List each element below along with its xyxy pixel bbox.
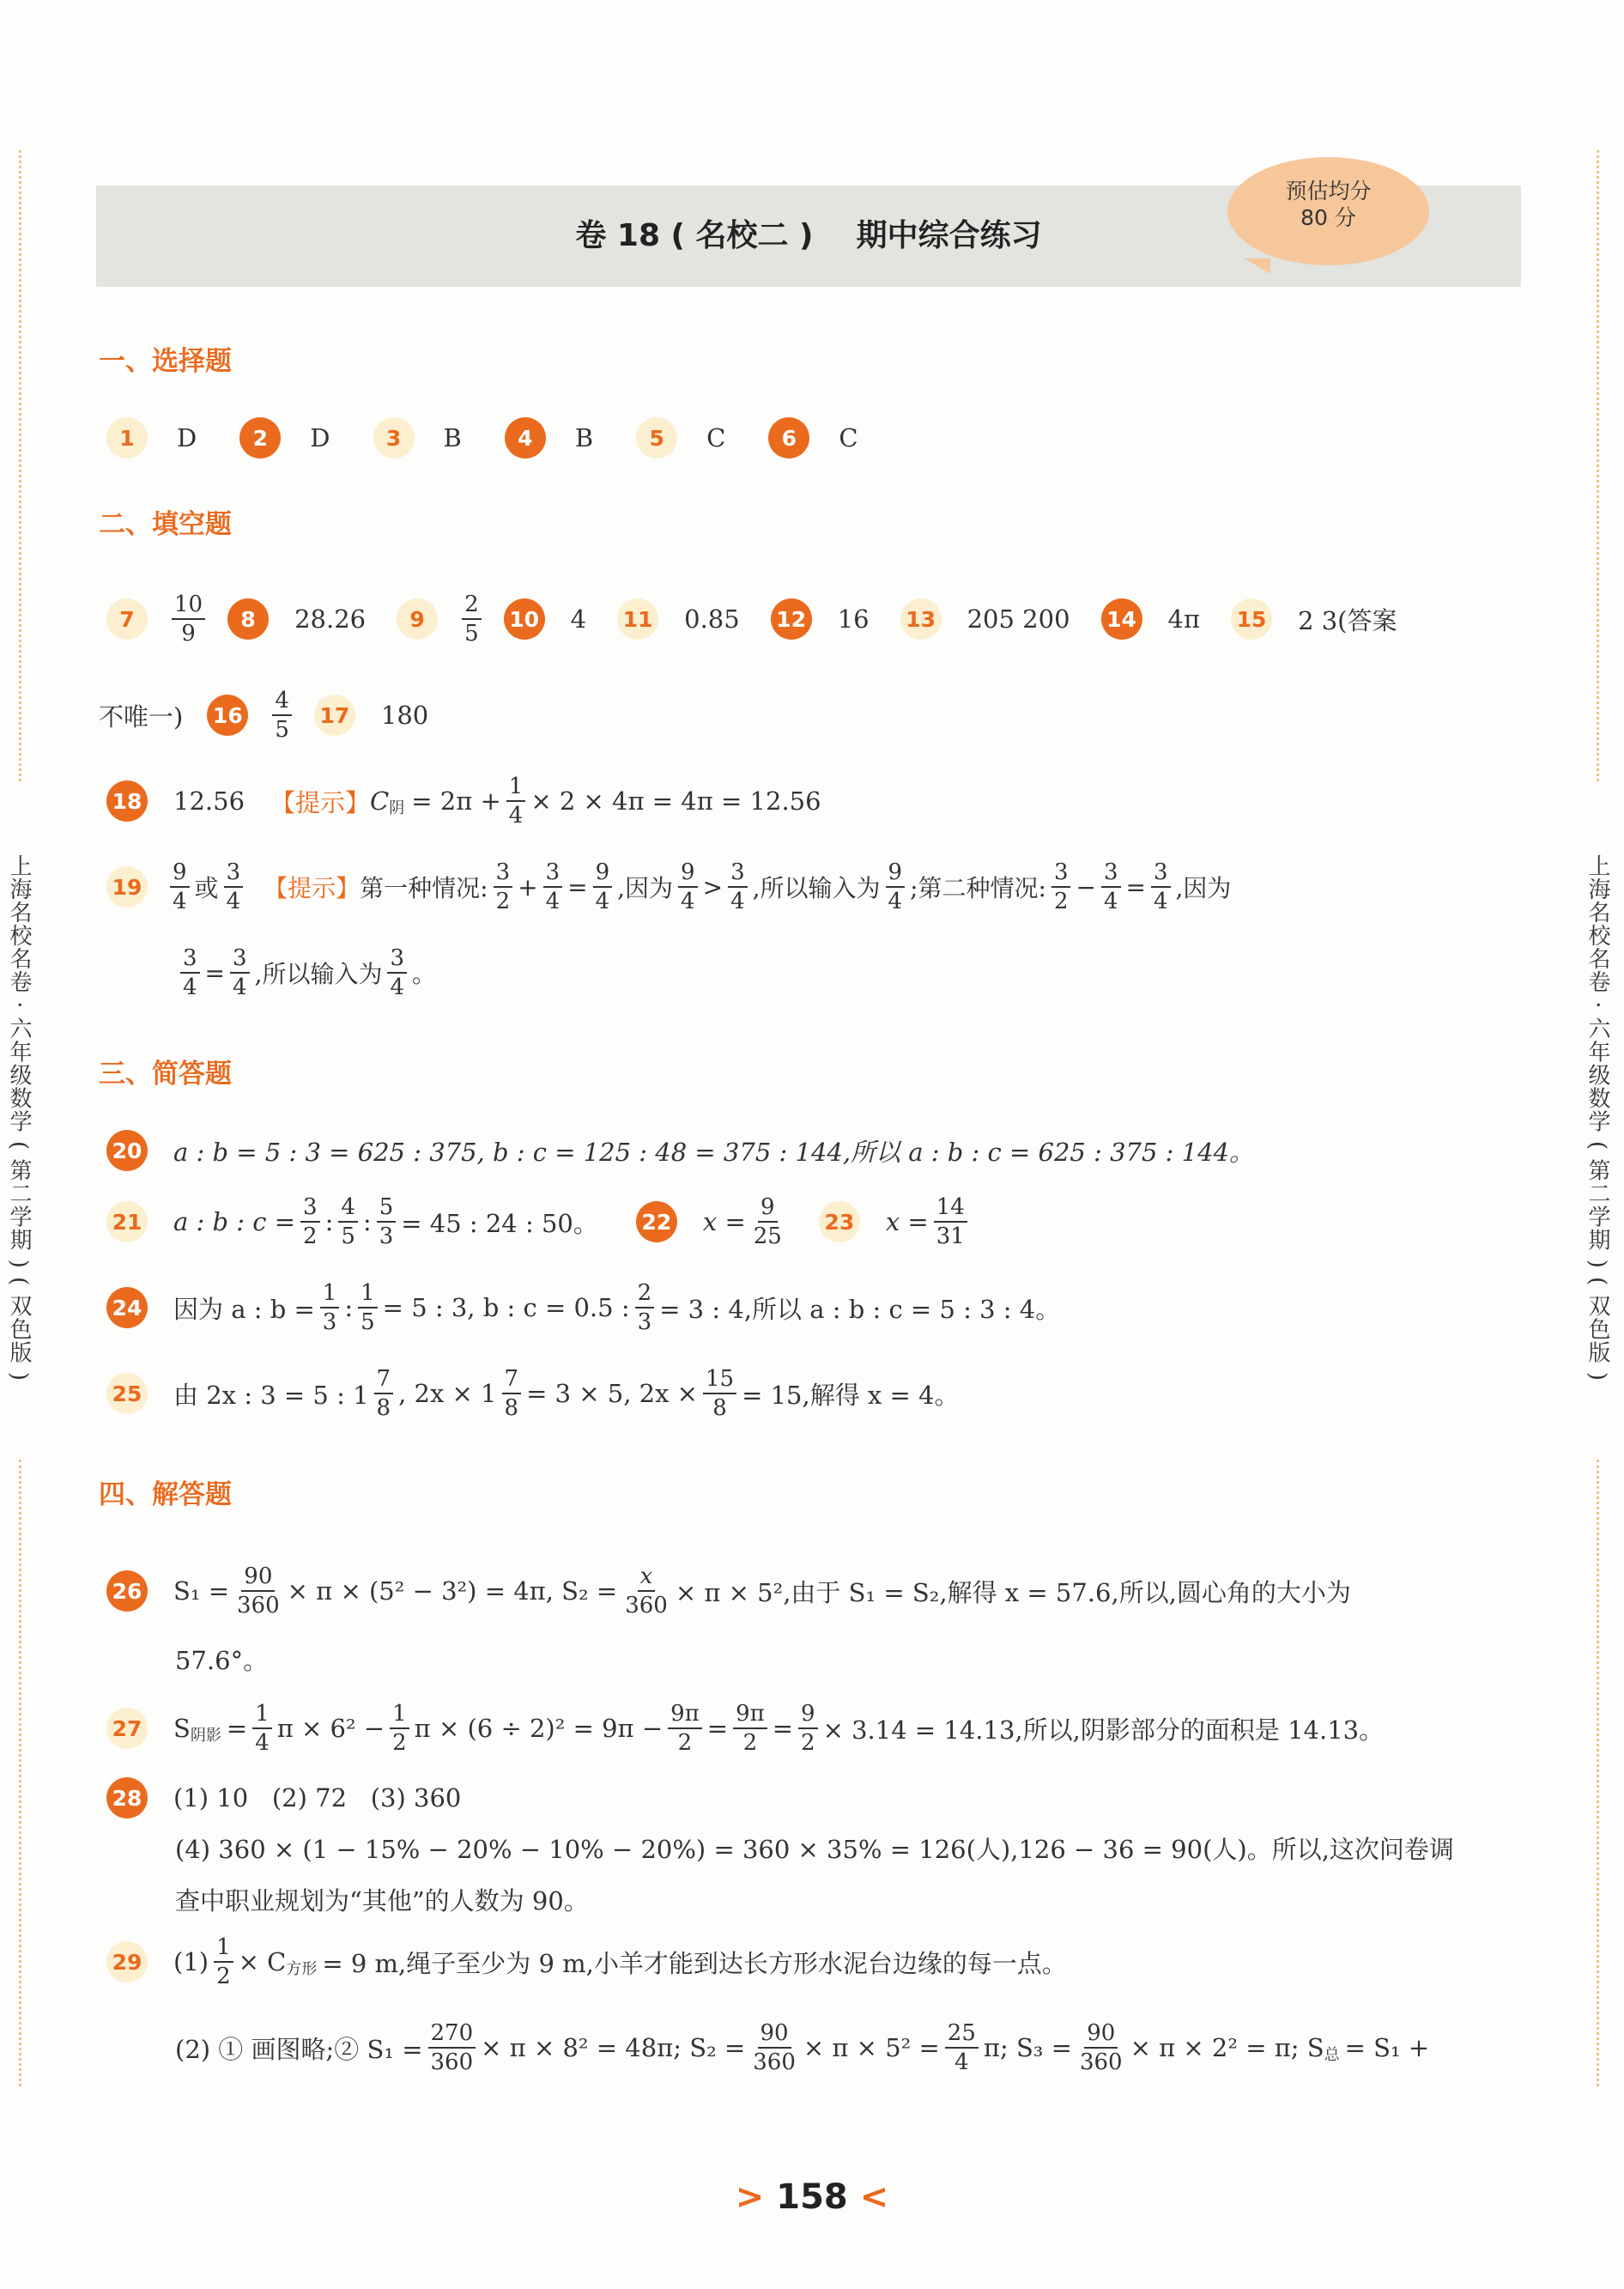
math-text: ,因为: [1175, 874, 1232, 902]
numerator: 90: [1084, 2019, 1118, 2049]
fraction: [374, 1365, 394, 1422]
math-text: = 15,解得 x = 4。: [742, 1380, 960, 1410]
left-dotted-line-lower: [19, 1460, 21, 2086]
numerator: 3: [494, 859, 513, 888]
fill-row-1: [106, 591, 1397, 647]
numerator: 3: [728, 859, 748, 888]
solve-row-28b: [175, 1831, 1454, 1866]
fraction: [224, 859, 244, 915]
fraction: [750, 2019, 798, 2076]
fraction: [733, 1700, 767, 1757]
solve-row-26: [106, 1563, 1351, 1619]
numerator: 5: [377, 1193, 397, 1223]
q-number: 27: [106, 1708, 148, 1749]
fraction: [377, 1193, 397, 1250]
fraction: [338, 1193, 358, 1250]
fraction: [172, 591, 205, 647]
denominator: 3: [322, 1309, 337, 1335]
math-text: ,所以输入为: [752, 874, 881, 902]
q-number: 2: [239, 417, 281, 458]
fraction: [668, 1700, 702, 1757]
math-text: = 3 × 5, 2x ×: [526, 1379, 698, 1408]
short-row-24: [106, 1279, 1060, 1336]
numerator: 7: [374, 1365, 394, 1394]
fraction: [428, 2019, 476, 2076]
answer: D: [310, 423, 330, 452]
numerator: 9: [886, 859, 906, 888]
math-text: (1) 10 (2) 72 (3) 360: [173, 1783, 462, 1812]
fraction: [945, 2019, 979, 2076]
q-number: 29: [106, 1941, 148, 1982]
q-number: 16: [207, 695, 248, 736]
denominator: 5: [341, 1223, 355, 1249]
math-text: (2) ① 画图略;② S₁ =: [175, 2034, 423, 2064]
answer: 12.56: [173, 786, 245, 816]
subscript: 阴影: [190, 1727, 221, 1745]
numerator: 3: [224, 859, 244, 888]
numerator: 9: [593, 859, 613, 888]
denominator: 4: [730, 889, 745, 914]
continuation: 不唯一): [99, 701, 184, 732]
fraction: [390, 1700, 409, 1757]
numerator: x: [638, 1563, 656, 1592]
math-text: =: [226, 1714, 248, 1743]
numerator: 2: [635, 1279, 655, 1308]
numerator: 3: [180, 944, 200, 974]
subscript: 方形: [286, 1960, 318, 1978]
math-text: 57.6°。: [175, 1646, 269, 1675]
denominator: 2: [303, 1223, 318, 1249]
math-text: :: [344, 1293, 354, 1322]
denominator: 8: [504, 1395, 519, 1421]
numerator: 3: [1101, 859, 1121, 888]
math-text: a : b : c =: [173, 1207, 296, 1236]
answer: 2 3(答案: [1298, 605, 1397, 635]
denominator: 8: [376, 1395, 391, 1421]
math-text: 因为 a : b =: [173, 1294, 315, 1324]
section-choice-title: 一、选择题: [99, 346, 232, 377]
q-number: 4: [505, 417, 546, 458]
numerator: 1: [252, 1700, 272, 1729]
solve-row-27: [106, 1700, 1384, 1757]
fraction: [320, 1279, 340, 1336]
choice-row: [106, 417, 858, 458]
math-text: (1): [173, 1947, 209, 1976]
page-arrow-right: <: [859, 2177, 889, 2217]
math-text: = 5 : 3, b : c = 0.5 :: [382, 1293, 630, 1322]
fill-row-2: [99, 687, 428, 744]
numerator: 7: [502, 1365, 522, 1394]
subscript: 阴: [389, 799, 405, 817]
denominator: 5: [464, 621, 479, 647]
q-number: 25: [106, 1373, 148, 1414]
math-text: × 3.14 = 14.13,所以,阴影部分的面积是 14.13。: [822, 1715, 1385, 1745]
math-text: 查中职业规划为“其他”的人数为 90。: [175, 1886, 589, 1916]
numerator: 10: [172, 591, 205, 620]
answer: 4π: [1167, 604, 1201, 634]
math-text: × π × 5² =: [803, 2033, 940, 2062]
numerator: 14: [934, 1193, 967, 1223]
denominator: 4: [255, 1730, 270, 1756]
denominator: 2: [742, 1730, 758, 1756]
numerator: 90: [758, 2019, 791, 2049]
short-row-25: [106, 1365, 959, 1422]
fraction: [798, 1700, 818, 1757]
math-text: π × 6² −: [276, 1714, 385, 1743]
math-text: >: [702, 872, 724, 902]
numerator: 4: [272, 687, 292, 716]
numerator: 3: [300, 1193, 320, 1223]
denominator: 2: [216, 1964, 231, 1989]
math-text: ;第二种情况:: [910, 874, 1046, 902]
answer: D: [177, 423, 197, 452]
math-text: =: [706, 1714, 729, 1743]
math-text: C: [370, 786, 390, 816]
fraction: [180, 944, 200, 1001]
math-text: × π × 2² = π; S: [1130, 2033, 1324, 2062]
math-text: x =: [702, 1207, 746, 1236]
q-number: 26: [106, 1570, 148, 1612]
answer: C: [839, 423, 858, 452]
denominator: 4: [390, 974, 405, 1000]
denominator: 4: [954, 2049, 969, 2075]
solve-row-28c: [175, 1882, 589, 1917]
fill-row-19b: [175, 944, 436, 1001]
fill-row-19: [106, 859, 1231, 915]
math-text: S₁ =: [173, 1576, 230, 1606]
numerator: 15: [703, 1365, 736, 1394]
answer: 205 200: [967, 604, 1070, 634]
q-number: 8: [227, 598, 269, 640]
numerator: 4: [338, 1193, 358, 1223]
math-text: =: [1125, 872, 1146, 902]
math-text: = S₁ +: [1344, 2033, 1430, 2062]
solve-row-29b: [175, 2019, 1429, 2076]
denominator: 2: [677, 1730, 693, 1756]
denominator: 9: [181, 621, 196, 647]
fraction: [593, 859, 613, 915]
section-short-title: 三、简答题: [99, 1059, 232, 1090]
math-text: = 45 : 24 : 50。: [401, 1208, 598, 1238]
math-text: :: [324, 1207, 334, 1236]
numerator: 9: [798, 1700, 818, 1729]
math-text: =: [772, 1714, 794, 1743]
denominator: 4: [183, 974, 197, 1000]
numerator: 9: [678, 859, 698, 888]
math-text: ,所以输入为: [254, 960, 383, 988]
left-side-title: 上海名校名卷 · 六年级数学 ( 第二学期 ) ( 双色版 ): [6, 854, 32, 1381]
q-number: 15: [1231, 598, 1272, 640]
numerator: 9: [170, 859, 190, 888]
fraction: [234, 1563, 282, 1619]
q-number: 1: [106, 417, 148, 458]
numerator: 90: [241, 1563, 275, 1592]
math-text: =: [567, 872, 588, 902]
denominator: 5: [361, 1309, 375, 1335]
numerator: 1: [320, 1279, 340, 1308]
answer: 4: [570, 604, 587, 634]
fraction: [678, 859, 698, 915]
hint-label: 【提示】: [270, 787, 371, 817]
denominator: 4: [1103, 889, 1118, 914]
fraction: [703, 1365, 736, 1422]
fraction: [1051, 859, 1071, 915]
numerator: 3: [1151, 859, 1171, 888]
math-text: =: [204, 958, 226, 987]
fraction: [300, 1193, 320, 1250]
denominator: 2: [1053, 889, 1069, 914]
math-text: ,因为: [617, 874, 674, 902]
numerator: 3: [230, 944, 250, 974]
section-solve-title: 四、解答题: [99, 1479, 232, 1510]
math-text: 第一种情况:: [360, 874, 488, 902]
right-dotted-line-lower: [1597, 1460, 1599, 2086]
answer: B: [443, 423, 462, 452]
q-number: 11: [617, 598, 658, 640]
denominator: 4: [595, 889, 610, 914]
page-title: 卷 18 ( 名校二 ) 期中综合练习: [575, 218, 1042, 253]
denominator: 25: [753, 1223, 782, 1249]
q-number: 24: [106, 1287, 148, 1328]
right-dotted-line: [1597, 150, 1599, 781]
denominator: 360: [237, 1593, 280, 1618]
numerator: 9: [758, 1193, 778, 1223]
denominator: 4: [545, 889, 561, 914]
fraction: [1077, 2019, 1125, 2076]
fraction: [502, 1365, 522, 1422]
denominator: 5: [275, 717, 289, 743]
fraction: [272, 687, 292, 744]
solve-row-26b: [175, 1642, 268, 1677]
score-bubble: [1227, 157, 1429, 265]
fraction: [543, 859, 563, 915]
denominator: 4: [226, 889, 241, 914]
fraction: [170, 859, 190, 915]
q-number: 10: [504, 598, 545, 640]
section-fill-title: 二、填空题: [99, 509, 232, 540]
numerator: 3: [1051, 859, 1071, 888]
math-text: :: [362, 1207, 372, 1236]
solve-row-29: [106, 1934, 1067, 1990]
q-number: 3: [373, 417, 415, 458]
bubble-line2: 80 分: [1300, 205, 1356, 230]
numerator: 3: [543, 859, 563, 888]
answer: 28.26: [294, 604, 367, 634]
answer: C: [706, 423, 726, 452]
q-number: 22: [636, 1201, 677, 1242]
q-number: 23: [819, 1201, 860, 1242]
math-text: 由 2x : 3 = 5 : 1: [173, 1380, 369, 1410]
math-text: × π × (5² − 3²) = 4π, S₂ =: [287, 1576, 618, 1606]
denominator: 4: [173, 889, 187, 914]
q-number: 19: [106, 866, 148, 908]
denominator: 2: [495, 889, 511, 914]
numerator: 1: [358, 1279, 378, 1308]
fraction: [506, 773, 526, 829]
denominator: 4: [1153, 889, 1168, 914]
fraction: [214, 1934, 233, 1990]
denominator: 360: [625, 1593, 668, 1618]
denominator: 3: [637, 1309, 652, 1335]
math-text: 或: [194, 874, 219, 902]
math-text: a : b = 5 : 3 = 625 : 375, b : c = 125 : 48 = 375 : 144,所以 a : b : c = 625 : 375 : 144。: [173, 1137, 1254, 1167]
right-side-title: 上海名校名卷 · 六年级数学 ( 第二学期 ) ( 双色版 ): [1585, 854, 1610, 1381]
short-row-21: [106, 1193, 973, 1250]
q-number: 17: [314, 695, 355, 736]
numerator: 1: [506, 773, 526, 802]
denominator: 360: [753, 2049, 796, 2075]
math-text: x =: [885, 1207, 929, 1236]
answer: B: [574, 423, 594, 452]
denominator: 4: [233, 974, 247, 1000]
denominator: 2: [801, 1730, 815, 1756]
numerator: 1: [214, 1934, 233, 1963]
fraction: [622, 1563, 670, 1619]
fraction: [934, 1193, 967, 1250]
q-number: 13: [900, 598, 942, 640]
denominator: 31: [936, 1223, 965, 1249]
math-text: = 2π +: [411, 786, 501, 816]
denominator: 4: [888, 889, 903, 914]
fraction: [462, 591, 482, 647]
math-text: × π × 8² = 48π; S₂ =: [481, 2033, 746, 2062]
math-text: 。: [412, 960, 437, 988]
fraction: [494, 859, 513, 915]
fraction: [728, 859, 748, 915]
math-text: (4) 360 × (1 − 15% − 20% − 10% − 20%) = 360 × 35% = 126(人),126 − 36 = 90(人)。所以,这次问卷调: [175, 1835, 1454, 1864]
numerator: 9π: [668, 1700, 702, 1729]
math-text: −: [1076, 872, 1096, 902]
left-dotted-line: [19, 150, 21, 781]
q-number: 20: [106, 1130, 148, 1171]
denominator: 4: [681, 889, 695, 914]
math-text: π; S₃ =: [983, 2033, 1072, 2062]
fraction: [387, 944, 407, 1001]
numerator: 2: [462, 591, 482, 620]
fraction: [1101, 859, 1121, 915]
math-text: = 3 : 4,所以 a : b : c = 5 : 3 : 4。: [659, 1294, 1061, 1324]
fraction: [751, 1193, 785, 1250]
fraction: [230, 944, 250, 1001]
math-text: × 2 × 4π = 4π = 12.56: [530, 786, 821, 816]
fraction: [252, 1700, 272, 1757]
fraction: [886, 859, 906, 915]
q-number: 28: [106, 1777, 148, 1818]
page-arrow-left: >: [735, 2177, 765, 2217]
numerator: 9π: [733, 1700, 767, 1729]
math-text: +: [518, 872, 538, 902]
bubble-line1: 预估均分: [1285, 179, 1372, 203]
answer: 180: [380, 701, 429, 730]
denominator: 360: [430, 2049, 474, 2075]
denominator: 360: [1079, 2049, 1123, 2075]
fraction: [635, 1279, 655, 1336]
math-text: × C: [238, 1947, 287, 1976]
numerator: 3: [387, 944, 407, 974]
math-text: S: [173, 1714, 191, 1743]
q-number: 14: [1101, 598, 1142, 640]
q-number: 7: [106, 598, 148, 640]
denominator: 3: [379, 1223, 394, 1249]
hint-label: 【提示】: [264, 874, 361, 902]
numerator: 270: [428, 2019, 476, 2049]
q-number: 18: [106, 780, 148, 822]
denominator: 4: [508, 803, 524, 829]
q-number: 21: [106, 1201, 148, 1242]
q-number: 9: [397, 598, 438, 640]
math-text: = 9 m,绳子至少为 9 m,小羊才能到达长方形水泥台边缘的每一点。: [322, 1948, 1067, 1978]
q-number: 5: [636, 417, 677, 458]
math-text: × π × 5²,由于 S₁ = S₂,解得 x = 57.6,所以,圆心角的大小为: [675, 1577, 1351, 1607]
short-row-20: [106, 1130, 1254, 1171]
fraction: [358, 1279, 378, 1336]
math-text: π × (6 ÷ 2)² = 9π −: [414, 1714, 664, 1743]
answer: 16: [837, 604, 870, 634]
math-text: , 2x × 1: [398, 1379, 497, 1408]
q-number: 6: [768, 417, 809, 458]
subscript: 总: [1324, 2046, 1340, 2064]
page-number-value: 158: [776, 2177, 848, 2217]
numerator: 25: [945, 2019, 979, 2049]
denominator: 8: [712, 1395, 727, 1421]
fill-row-18: [106, 773, 821, 829]
page-number: [0, 2177, 1624, 2217]
denominator: 2: [392, 1730, 407, 1756]
fraction: [1151, 859, 1171, 915]
numerator: 1: [390, 1700, 409, 1729]
q-number: 12: [771, 598, 812, 640]
answer: 0.85: [684, 604, 740, 634]
solve-row-28: [106, 1777, 461, 1818]
